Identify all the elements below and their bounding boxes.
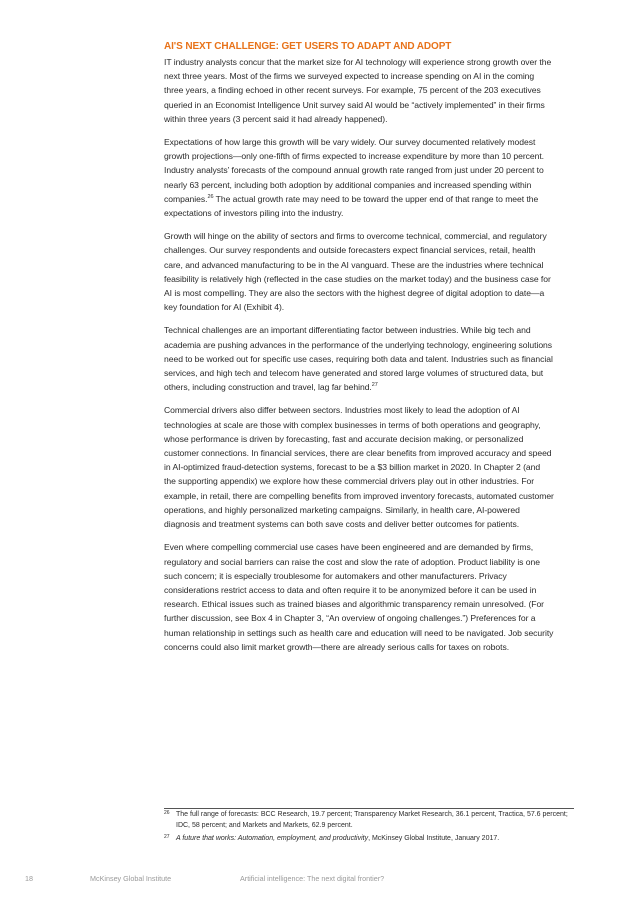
paragraph-3: Growth will hinge on the ability of sectors and firms to overcome technical, commercial, and regulatory challenges. Our survey respondents and outside forecasters expect financial services, retail, health care, and advanced manufacturing to be in the AI vanguard. These are the industries where technical feasibility is relatively high (reflected in the case studies on the market today) and the business case for AI is most compelling. They are also the sectors with the highest degree of digital adoption to date—a key foundation for AI (Exhibit 4).	[164, 231, 551, 313]
footnote-publication-title[interactable]: A future that works: Automation, employment, and productivity	[176, 835, 369, 843]
footer-organization: McKinsey Global Institute	[90, 874, 172, 883]
footnote-divider	[164, 808, 574, 809]
footnote-text	[176, 834, 574, 845]
paragraph-2-tail: The actual growth rate may need to be toward the upper end of that range to meet the expectations of investors piling into the industry.	[164, 193, 539, 219]
paragraph-6: Even where compelling commercial use cases have been engineered and are demanded by firms, regulatory and social barriers can raise the cost and slow the rate of adoption. Product liability is one such concern; it is especially troublesome for automakers and other manufacturers. Privacy considerations restrict access to data and often require it to be anonymized before it can be used in research. Ethical issues such as trained biases and algorithmic transparency remain unresolved. (For further discussion, see Box 4 in Chapter 3, “An overview of ongoing challenges.”) Preferences for a human relationship in settings such as health care and education will need to be navigated. Job security concerns could also limit market growth—there are already serious calls for taxes on robots.	[164, 542, 554, 652]
footnotes	[164, 810, 574, 848]
page-number: 18	[25, 874, 33, 883]
footnote-27	[164, 834, 574, 845]
footnote-ref-27[interactable]: 27	[371, 382, 378, 389]
footnote-number: 27	[164, 834, 170, 841]
paragraph-1: IT industry analysts concur that the market size for AI technology will experience strong growth over the next three years. Most of the firms we surveyed expected to increase spending on AI in the coming three years, a finding echoed in other recent surveys. For example, 75 percent of the 203 executives queried in an Economist Intelligence Unit survey said AI would be “actively implemented” in their firms within three years (3 percent said it had already happened).	[164, 57, 552, 124]
footnote-text: The full range of forecasts: BCC Research, 19.7 percent; Transparency Market Research, 36.1 percent, Tractica, 57.6 percent; IDC, 58 percent; and Markets and Markets, 62.9 percent.	[176, 811, 568, 829]
paragraph-5: Commercial drivers also differ between sectors. Industries most likely to lead the adoption of AI technologies at scale are those with complex businesses in terms of both operations and geography, whose performance is driven by forecasting, fast and accurate decision making, or personalized customer connections. In financial services, there are clear benefits from improved accuracy and speed in AI-optimized fraud-detection systems, forecast to be a $3 billion market in 2020. In Chapter 2 (and the supporting appendix) we explore how these commercial drivers play out in other industries. For example, in retail, there are compelling benefits from improved inventory forecasts, automated customer operations, and highly personalized marketing campaigns. Similarly, in health care, AI-powered diagnosis and treatment systems can both save costs and deliver better outcomes for patients.	[164, 405, 554, 530]
article-body	[164, 40, 554, 663]
footnote-ref-26[interactable]: 26	[207, 193, 214, 200]
section-heading: AI'S NEXT CHALLENGE: GET USERS TO ADAPT AND ADOPT	[164, 41, 452, 52]
paragraph-2-text: Expectations of how large this growth will be vary widely. Our survey documented relatively modest growth projections—only one-fifth of firms expected to increase expenditure by more than 10 percent. Industry analysts’ forecasts of the compound annual growth rate ranged from just under 20 percent to nearly 63 percent, including both adoption by additional companies and increased spending within companies.	[164, 137, 545, 204]
paragraph-2	[164, 135, 554, 220]
footnote-26	[164, 810, 574, 831]
footnote-source: , McKinsey Global Institute, January 2017.	[368, 835, 500, 843]
footnote-number: 26	[164, 810, 170, 816]
paragraph-4-text: Technical challenges are an important differentiating factor between industries. While big tech and academia are pushing advances in the performance of the underlying technology, engineering solutions need to be worked out for specific use cases, requiring both data and talent. Industries such as financial services, and high tech and telecom have generated and stored large volumes of structured data, but others, including construction and travel, lag far behind.	[164, 325, 553, 393]
footer-report-title: Artificial intelligence: The next digital frontier?	[240, 874, 385, 883]
paragraph-4	[164, 323, 554, 394]
